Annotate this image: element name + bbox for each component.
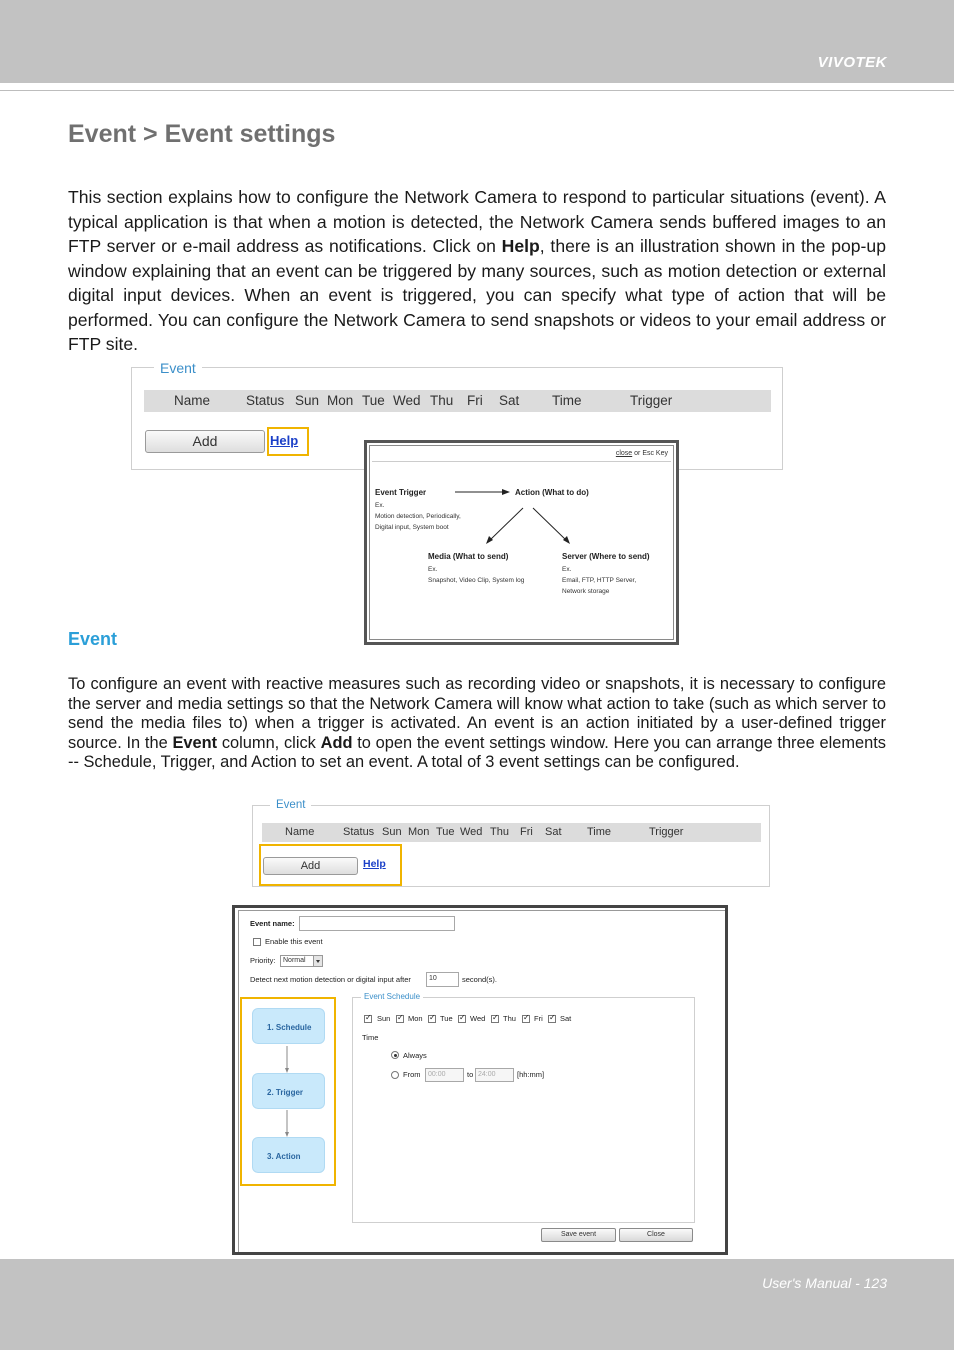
day-checkbox-sat[interactable] <box>548 1015 556 1023</box>
day-checkbox-fri[interactable] <box>522 1015 530 1023</box>
enable-event-checkbox[interactable] <box>253 938 261 946</box>
col-sun: Sun <box>295 393 320 408</box>
event-name-input[interactable] <box>299 916 455 931</box>
step-trigger[interactable]: 2. Trigger <box>252 1073 325 1109</box>
media-ex: Ex. <box>428 566 438 573</box>
day-label-thu: Thu <box>503 1014 516 1023</box>
popup-close-text: close or Esc Key <box>615 450 668 457</box>
always-radio[interactable] <box>391 1051 399 1059</box>
footer-band <box>0 1259 954 1350</box>
step-connectors <box>280 1040 360 1140</box>
col-thu: Thu <box>430 393 454 408</box>
arrow-down-right-head <box>563 536 570 544</box>
from-radio[interactable] <box>391 1071 399 1079</box>
detect-label: Detect next motion detection or digital input after <box>250 975 411 984</box>
media-title: Media (What to send) <box>428 552 509 561</box>
help-link[interactable]: Help <box>270 433 299 448</box>
arrow-down-left <box>489 508 523 541</box>
col-name: Name <box>285 826 315 838</box>
help-keyword: Help <box>501 236 540 256</box>
col-wed: Wed <box>393 393 421 408</box>
media-line1: Snapshot, Video Clip, System log <box>428 577 525 584</box>
header-rule <box>0 90 954 91</box>
step-action[interactable]: 3. Action <box>252 1137 325 1173</box>
from-time-input[interactable]: 00:00 <box>425 1068 464 1082</box>
event-panel-legend: Event <box>154 360 202 376</box>
priority-label: Priority: <box>250 956 276 965</box>
event-trigger-line1: Motion detection, Periodically, <box>375 513 461 520</box>
day-checkbox-wed[interactable] <box>458 1015 466 1023</box>
help-highlight-box <box>267 427 309 456</box>
detect-unit: second(s). <box>462 975 498 984</box>
help-popup <box>364 440 679 645</box>
to-time-input[interactable]: 24:00 <box>475 1068 514 1082</box>
event-trigger-line2: Digital input, System boot <box>375 524 449 531</box>
detect-seconds-input[interactable]: 10 <box>426 972 459 987</box>
event-trigger-title: Event Trigger <box>375 488 427 497</box>
col-time: Time <box>552 393 582 408</box>
day-checkbox-thu[interactable] <box>491 1015 499 1023</box>
server-line2: Network storage <box>562 588 610 595</box>
col-fri: Fri <box>520 826 533 838</box>
arrow-down-left-head <box>486 536 493 544</box>
col-sat: Sat <box>545 826 562 838</box>
day-label-sun: Sun <box>377 1014 391 1023</box>
event-paragraph: To configure an event with reactive measures such as recording video or snapshots, it is necessary to configure the server and media settings so that the Network Camera will know what action to take (such as which server to send the media files to) when a trigger is activated. An event is an action initiated by a user-defined trigger source. In the Event column, click Add to open the event settings window. Here you can arrange three elements -- Schedule, Trigger, and Action to set an event. A total of 3 event settings can be configured. <box>68 675 887 772</box>
save-event-button[interactable]: Save event <box>541 1228 616 1242</box>
always-label: Always <box>403 1051 427 1060</box>
col-trigger: Trigger <box>630 393 673 408</box>
server-title: Server (Where to send) <box>562 552 650 561</box>
col-mon: Mon <box>408 826 430 838</box>
arrow-down-right <box>533 508 567 541</box>
add-highlight-box <box>259 844 402 886</box>
col-name: Name <box>174 393 211 408</box>
col-trigger: Trigger <box>649 826 684 838</box>
to-label: to <box>467 1070 474 1079</box>
col-status: Status <box>343 826 375 838</box>
server-ex: Ex. <box>562 566 572 573</box>
enable-event-label: Enable this event <box>265 937 323 946</box>
col-fri: Fri <box>467 393 483 408</box>
col-sat: Sat <box>499 393 520 408</box>
event-schedule-box <box>352 992 695 1223</box>
col-status: Status <box>246 393 285 408</box>
time-label: Time <box>362 1033 379 1042</box>
day-checkbox-sun[interactable] <box>364 1015 372 1023</box>
day-label-mon: Mon <box>408 1014 423 1023</box>
day-checkbox-mon[interactable] <box>396 1015 404 1023</box>
day-label-fri: Fri <box>534 1014 543 1023</box>
chevron-down-icon <box>313 956 322 966</box>
col-tue: Tue <box>362 393 385 408</box>
page-title: Event > Event settings <box>68 120 336 148</box>
action-title: Action (What to do) <box>515 488 589 497</box>
day-label-tue: Tue <box>440 1014 453 1023</box>
event-schedule-legend: Event Schedule <box>361 992 423 1001</box>
event-panel-2-legend: Event <box>270 799 311 811</box>
close-button[interactable]: Close <box>619 1228 693 1242</box>
help-link[interactable]: Help <box>363 858 386 870</box>
add-button[interactable]: Add <box>145 430 265 453</box>
col-wed: Wed <box>460 826 483 838</box>
from-label: From <box>403 1070 421 1079</box>
col-thu: Thu <box>490 826 509 838</box>
day-label-sat: Sat <box>560 1014 572 1023</box>
footer-page-label: User's Manual - 123 <box>762 1275 887 1291</box>
col-tue: Tue <box>436 826 455 838</box>
arrow-right-head <box>502 489 510 495</box>
col-sun: Sun <box>382 826 402 838</box>
server-line1: Email, FTP, HTTP Server, <box>562 577 637 584</box>
col-mon: Mon <box>327 393 354 408</box>
time-format-hint: [hh:mm] <box>517 1070 545 1079</box>
intro-paragraph: This section explains how to configure the Network Camera to respond to particular situations (event). A typical application is that when a motion is detected, the Network Camera sends buffered images to an FTP server or e-mail address as notifications. Click on Help, there is an illustration shown in the pop-up window explaining that an event can be triggered by many sources, such as motion detection or external digital input devices. When an event is triggered, you can specify what type of action that will be performed. You can configure the Network Camera to send snapshots or videos to your email address or FTP site. <box>68 187 886 354</box>
add-button[interactable]: Add <box>263 857 358 875</box>
event-name-label: Event name: <box>250 919 295 928</box>
event-panel-2 <box>252 799 770 887</box>
priority-select[interactable]: Normal <box>280 955 323 967</box>
brand-label: VIVOTEK <box>817 54 887 71</box>
day-label-wed: Wed <box>470 1014 486 1023</box>
section-heading-event: Event <box>68 629 118 649</box>
step-schedule[interactable]: 1. Schedule <box>252 1008 325 1044</box>
event-table-header <box>144 390 771 412</box>
col-time: Time <box>587 826 612 838</box>
event-table-header-2 <box>262 823 761 842</box>
day-checkbox-tue[interactable] <box>428 1015 436 1023</box>
popup-close-link[interactable]: close <box>615 450 633 457</box>
event-trigger-ex: Ex. <box>375 502 385 509</box>
diagram-arrows <box>370 446 677 643</box>
header-band <box>0 0 954 83</box>
